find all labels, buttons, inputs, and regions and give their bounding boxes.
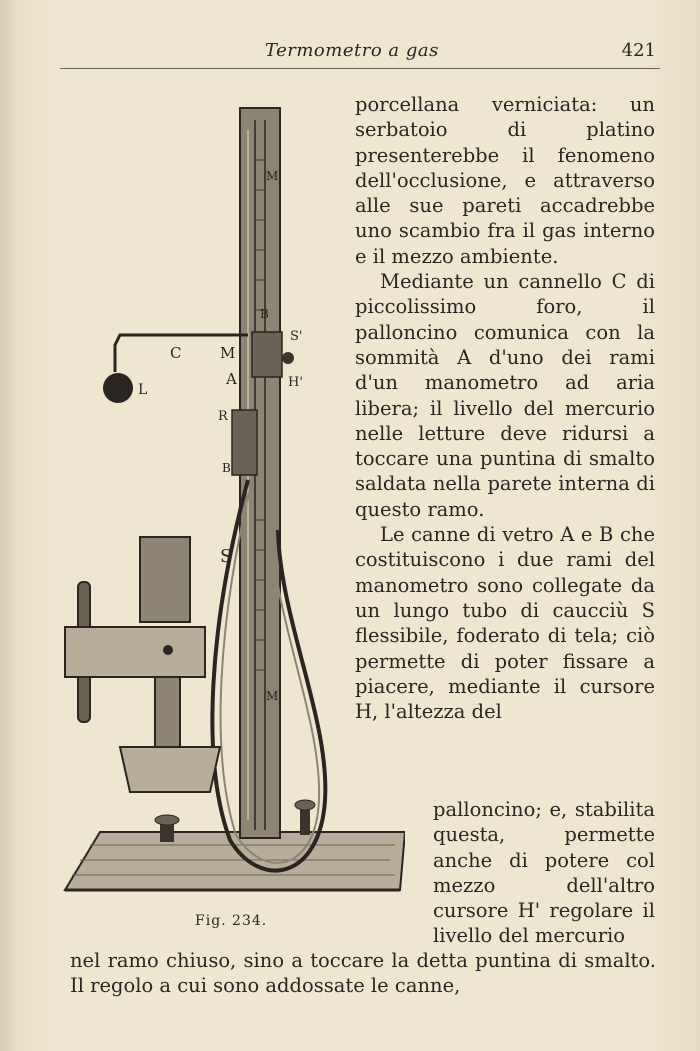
label-m-top: M	[266, 169, 279, 183]
figure-gas-thermometer	[60, 100, 405, 910]
label-m: M	[220, 344, 236, 362]
paragraph-3-full: nel ramo chiuso, sino a toccare la detta puntina di smalto. Il regolo a cui sono addossate le canne,	[70, 949, 656, 998]
paragraph-3-narrow: palloncino; e, stabilita questa, permette anche di potere col mezzo dell'altro cursore H' regolare il livello del mercurio	[433, 798, 655, 948]
label-s: S	[220, 546, 233, 567]
label-b-mid: B	[260, 307, 269, 321]
bulb-l	[103, 373, 133, 403]
label-r: R	[218, 409, 228, 424]
right-column-text	[355, 92, 655, 724]
apparatus-illustration	[60, 100, 405, 910]
label-l: L	[138, 382, 148, 398]
running-head	[60, 38, 660, 69]
label-h-prime: H'	[288, 375, 303, 390]
label-s-prime: S'	[290, 329, 303, 344]
base-plate	[65, 832, 405, 890]
clamp-holder	[140, 537, 190, 622]
cursor-h-prime	[232, 410, 257, 475]
cursor-h	[252, 332, 282, 377]
label-c: C	[170, 344, 182, 362]
paragraph-1: porcellana verniciata: un serbatoio di platino presenterebbe il fenomeno dell'occlusione, e attraverso alle sue pareti accadrebbe uno scambio fra il gas interno e il mezzo ambiente.	[355, 93, 655, 268]
label-a: A	[226, 370, 237, 388]
paragraph-2: Mediante un cannello C di piccolissimo foro, il palloncino comunica con la sommità A d'uno dei rami d'un manometro ad aria libera; il livello del mercurio nelle letture deve ridursi a toccare una puntina di smalto saldata nella parete interna di questo ramo.	[355, 270, 655, 521]
running-title: Termometro a gas	[265, 40, 439, 61]
paragraph-3-start: Le canne di vetro A e B che costituiscono i due rami del manometro sono collegate da un lungo tubo di caucciù S flessibile, foderato di tela; ciò permette di poter fissare a piacere, mediante il cursore H, l'altezza del	[355, 523, 655, 724]
figure-caption: Fig. 234.	[195, 913, 268, 929]
label-m-low: M	[266, 689, 279, 703]
label-b: B	[222, 461, 231, 475]
page-number: 421	[621, 40, 656, 61]
